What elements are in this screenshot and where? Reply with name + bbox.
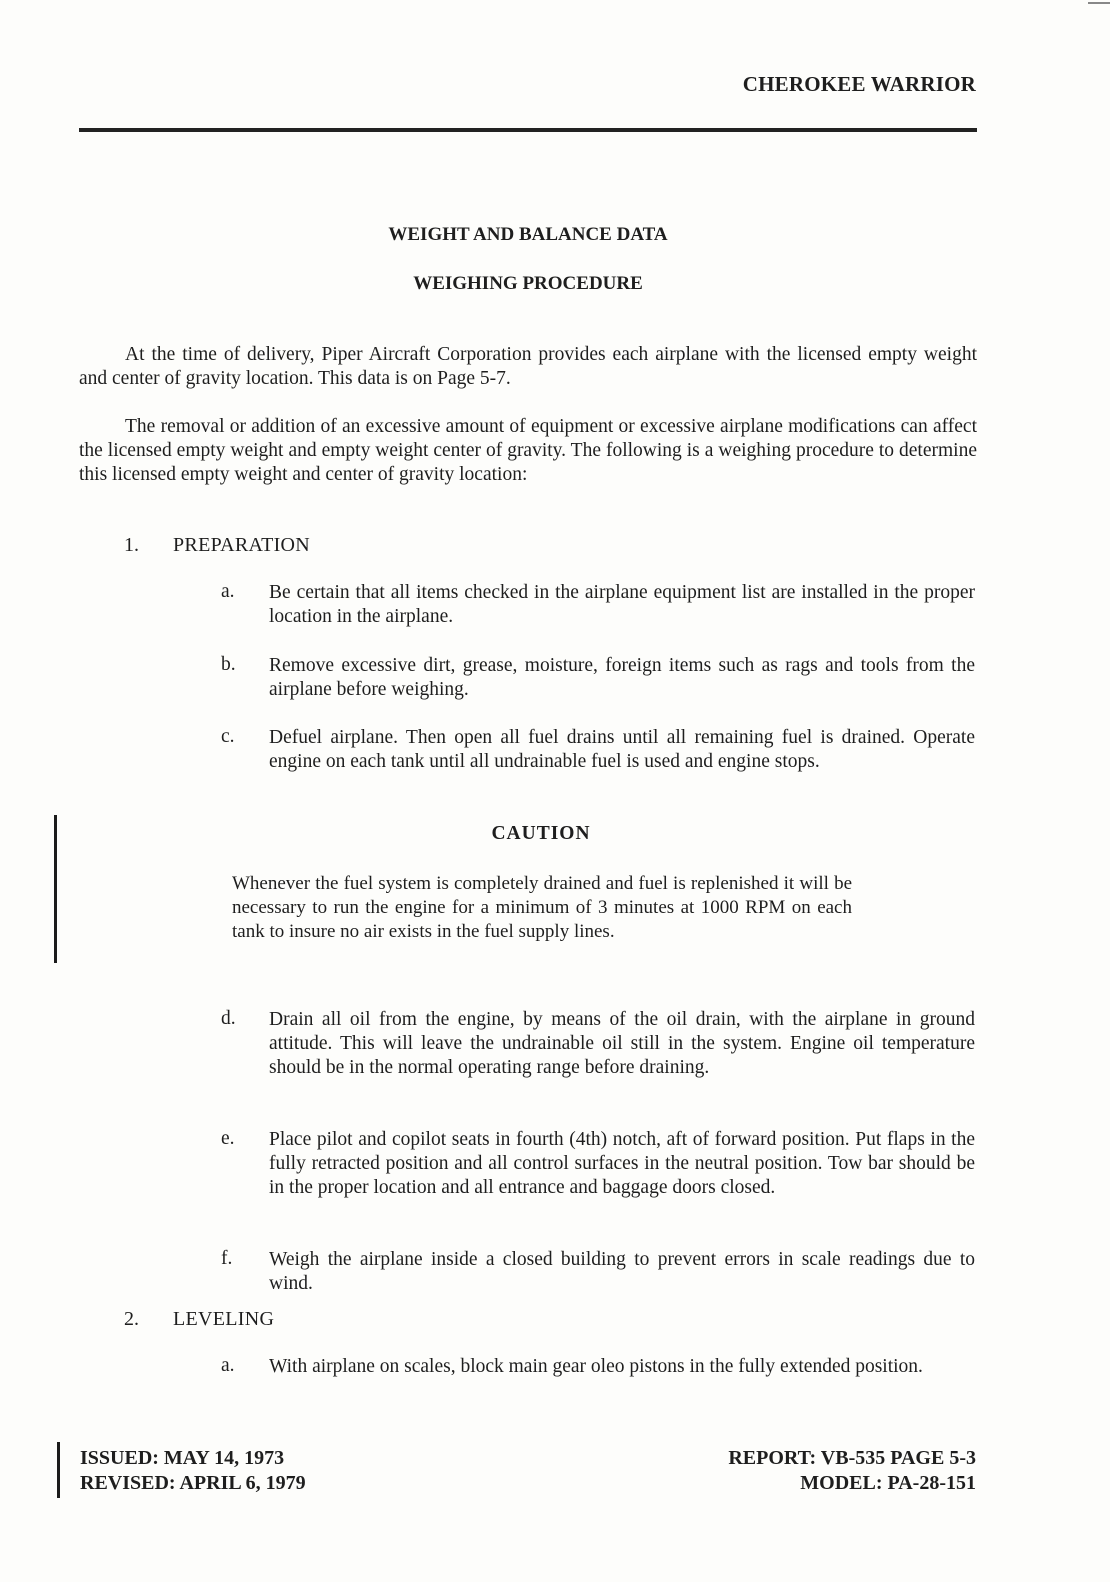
caution-text: Whenever the fuel system is completely drained and fuel is replenished it will be necessary to run the engine for a minimum of 3 minutes at 1000 RPM on each tank to insure no air exists in the fuel supply lines. bbox=[232, 873, 852, 942]
step-1-item-c-letter: c. bbox=[221, 726, 235, 747]
step-1-item-d-letter: d. bbox=[221, 1008, 236, 1029]
intro-paragraph-2-text: The removal or addition of an excessive amount of equipment or excessive airplane modifications can affect the licensed empty weight and empty weight center of gravity. The following is a weighing procedure to determine this licensed empty weight and center of gravity location: bbox=[79, 416, 977, 485]
step-1-title: PREPARATION bbox=[173, 534, 311, 556]
revision-change-bar bbox=[54, 815, 57, 963]
footer-report-info bbox=[728, 1446, 976, 1496]
step-2-title: LEVELING bbox=[173, 1308, 275, 1330]
section-title: WEIGHT AND BALANCE DATA bbox=[388, 224, 668, 245]
step-1-item-b-text: Remove excessive dirt, grease, moisture, foreign items such as rags and tools from the airplane before weighing. bbox=[269, 655, 975, 700]
footer-model: MODEL: PA-28-151 bbox=[800, 1472, 976, 1494]
step-2-item-a-letter: a. bbox=[221, 1355, 235, 1376]
section-subtitle: WEIGHING PROCEDURE bbox=[413, 273, 643, 294]
step-2-item-a-text: With airplane on scales, block main gear oleo pistons in the fully extended position. bbox=[269, 1356, 923, 1377]
footer-dates bbox=[80, 1446, 306, 1496]
intro-paragraph-1 bbox=[79, 343, 977, 391]
step-1-item-f-letter: f. bbox=[221, 1248, 233, 1269]
step-1-item-b-letter: b. bbox=[221, 654, 236, 675]
step-1-number: 1. bbox=[124, 534, 139, 556]
footer-issued: ISSUED: MAY 14, 1973 bbox=[80, 1447, 285, 1469]
header-rule bbox=[79, 128, 977, 132]
step-1-item-c-text: Defuel airplane. Then open all fuel drains until all remaining fuel is drained. Operate engine on each tank until all undrainable fuel is used and engine stops. bbox=[269, 727, 975, 772]
caution-title: CAUTION bbox=[491, 823, 591, 844]
footer-revised: REVISED: APRIL 6, 1979 bbox=[80, 1472, 306, 1494]
step-1-item-f-text: Weigh the airplane inside a closed building to prevent errors in scale readings due to wind. bbox=[269, 1249, 975, 1294]
step-1-item-e-letter: e. bbox=[221, 1128, 235, 1149]
step-1-item-e-text: Place pilot and copilot seats in fourth (4th) notch, aft of forward position. Put flaps in the fully retracted position and all control surfaces in the neutral position. Tow bar should be in the proper location and all entrance and baggage doors closed. bbox=[269, 1129, 975, 1198]
footer-change-bar bbox=[57, 1442, 60, 1498]
step-1-item-a-letter: a. bbox=[221, 581, 235, 602]
scan-artifact bbox=[1088, 2, 1110, 4]
step-2-number: 2. bbox=[124, 1308, 139, 1330]
step-1-item-a-text: Be certain that all items checked in the airplane equipment list are installed in the proper location in the airplane. bbox=[269, 582, 975, 627]
document-header-title: CHEROKEE WARRIOR bbox=[742, 72, 976, 96]
intro-paragraph-2 bbox=[79, 415, 977, 487]
footer-report: REPORT: VB-535 PAGE 5-3 bbox=[728, 1447, 976, 1469]
intro-paragraph-1-text: At the time of delivery, Piper Aircraft Corporation provides each airplane with the licensed empty weight and center of gravity location. This data is on Page 5-7. bbox=[79, 344, 977, 389]
step-1-item-d-text: Drain all oil from the engine, by means of the oil drain, with the airplane in ground attitude. This will leave the undrainable oil still in the system. Engine oil temperature should be in the normal operating range before draining. bbox=[269, 1009, 975, 1078]
